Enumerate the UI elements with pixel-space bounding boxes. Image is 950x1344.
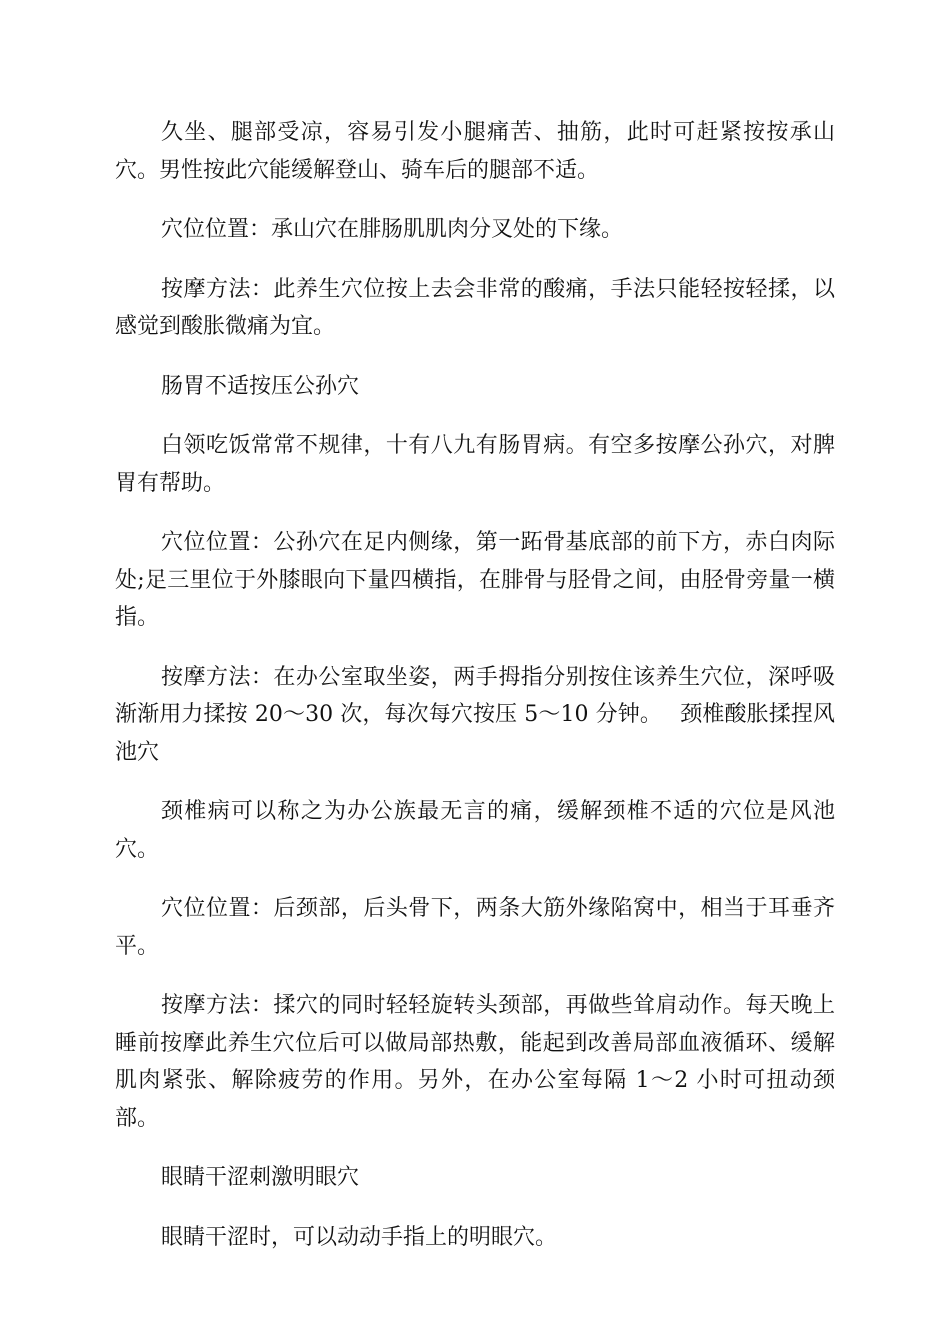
paragraph-fengchi-location: 穴位位置：后颈部，后头骨下，两条大筋外缘陷窝中，相当于耳垂齐平。 [115, 896, 835, 959]
paragraph-gongsun-method: 按摩方法：在办公室取坐姿，两手拇指分别按住该养生穴位，深呼吸渐渐用力揉按 20～30 次，每次每穴按压 5～10 分钟。 颈椎酸胀揉捏风池穴 [115, 664, 835, 765]
paragraph-chengshan-location: 穴位位置：承山穴在腓肠肌肌肉分叉处的下缘。 [161, 217, 624, 242]
paragraph-gongsun-location: 穴位位置：公孙穴在足内侧缘，第一跖骨基底部的前下方，赤白肉际处;足三里位于外膝眼向下量四横指，在腓骨与胫骨之间，由胫骨旁量一横指。 [115, 530, 835, 630]
paragraph-chengshan-intro: 久坐、腿部受凉，容易引发小腿痛苦、抽筋，此时可赶紧按按承山穴。男性按此穴能缓解登山、骑车后的腿部不适。 [115, 120, 835, 183]
paragraph-mingyan-intro: 眼睛干涩时，可以动动手指上的明眼穴。 [161, 1224, 558, 1250]
document-body [115, 114, 835, 1278]
section-heading-mingyan: 眼睛干涩刺激明眼穴 [161, 1165, 360, 1190]
paragraph-chengshan-method: 按摩方法：此养生穴位按上去会非常的酸痛，手法只能轻按轻揉，以感觉到酸胀微痛为宜。 [115, 276, 835, 339]
paragraph-gongsun-intro: 白领吃饭常常不规律，十有八九有肠胃病。有空多按摩公孙穴，对脾胃有帮助。 [115, 433, 835, 496]
paragraph-fengchi-method: 按摩方法：揉穴的同时轻轻旋转头颈部，再做些耸肩动作。每天晚上睡前按摩此养生穴位后可以做局部热敷，能起到改善局部血液循环、缓解肌肉紧张、解除疲劳的作用。另外，在办公室每隔 1～2 小时可扭动颈部。 [115, 993, 835, 1131]
paragraph-fengchi-intro: 颈椎病可以称之为办公族最无言的痛，缓解颈椎不适的穴位是风池穴。 [115, 799, 835, 862]
section-heading-gongsun: 肠胃不适按压公孙穴 [161, 373, 360, 399]
